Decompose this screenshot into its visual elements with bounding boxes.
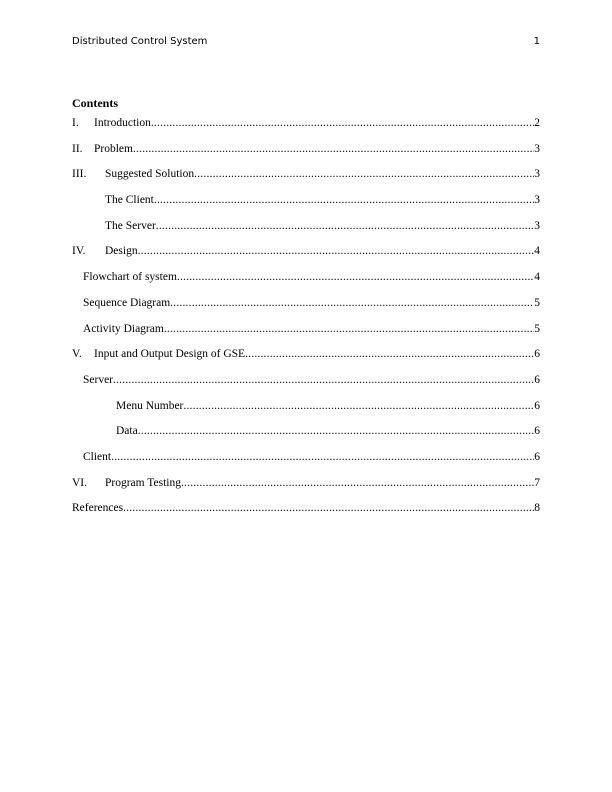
toc-entry-label: Suggested Solution: [105, 168, 195, 181]
toc-entry-the-server[interactable]: [72, 219, 540, 245]
toc-entry-label: Design: [105, 245, 138, 258]
toc-entry-program-testing[interactable]: [72, 476, 540, 502]
toc-entry-number: VI.: [72, 476, 88, 489]
toc-entry-introduction[interactable]: [72, 116, 540, 142]
toc-dot-leader: [111, 450, 534, 464]
toc-dot-leader: [151, 116, 534, 130]
toc-entry-number: I.: [72, 117, 79, 129]
toc-dot-leader: [113, 373, 534, 387]
toc-entry-menu-number[interactable]: [72, 399, 540, 425]
toc-entry-references[interactable]: [72, 501, 540, 527]
toc-entry-the-client[interactable]: [72, 193, 540, 219]
toc-entry-number: IV.: [72, 245, 86, 258]
toc-dot-leader: [138, 424, 535, 438]
toc-entry-label: The Server: [105, 219, 156, 232]
toc-dot-leader: [183, 399, 534, 413]
toc-dot-leader: [154, 193, 534, 207]
toc-entry-page: 6: [534, 425, 540, 438]
toc-dot-leader: [156, 219, 534, 233]
page-header: [72, 36, 540, 50]
toc-dot-leader: [133, 142, 534, 156]
toc-entry-page: 8: [534, 502, 540, 515]
toc-dot-leader: [245, 347, 534, 361]
toc-entry-label: Activity Diagram: [83, 322, 164, 335]
toc-entry-label: Flowchart of system: [83, 271, 177, 284]
toc-entry-page: 3: [534, 142, 540, 155]
toc-dot-leader: [138, 244, 535, 258]
header-page-number: 1: [533, 36, 540, 47]
toc-entry-label: Input and Output Design of GSE: [94, 348, 246, 361]
toc-entry-page: 3: [534, 168, 540, 181]
toc-entry-page: 2: [534, 117, 540, 129]
toc-entry-label: Server: [83, 373, 114, 386]
toc-entry-server[interactable]: [72, 373, 540, 399]
toc-entry-sequence-diagram[interactable]: [72, 296, 540, 322]
toc-dot-leader: [194, 167, 534, 181]
toc-dot-leader: [181, 476, 534, 490]
toc-entry-label: The Client: [105, 194, 154, 207]
toc-entry-label: Sequence Diagram: [83, 296, 171, 309]
toc-entry-page: 4: [534, 245, 540, 258]
toc-entry-label: Problem: [94, 142, 133, 155]
toc-entry-label: Client: [83, 450, 112, 463]
toc-entry-data[interactable]: [72, 424, 540, 450]
toc-entry-label: Introduction: [94, 117, 151, 129]
toc-entry-label: Data: [116, 425, 138, 438]
toc-entry-suggested-solution[interactable]: [72, 167, 540, 193]
toc-entry-page: 3: [534, 194, 540, 207]
table-of-contents: [72, 95, 540, 527]
toc-entry-number: II.: [72, 142, 83, 155]
toc-entry-design[interactable]: [72, 244, 540, 270]
toc-entry-label: Program Testing: [105, 476, 181, 489]
toc-entry-page: 6: [534, 373, 540, 386]
toc-entry-number: V.: [72, 348, 82, 361]
toc-entry-label: References: [72, 502, 124, 515]
toc-entry-input-output-design[interactable]: [72, 347, 540, 373]
toc-dot-leader: [170, 296, 534, 310]
toc-entry-flowchart[interactable]: [72, 270, 540, 296]
toc-entry-page: 4: [534, 271, 540, 284]
toc-heading: Contents: [72, 96, 119, 110]
toc-entry-problem[interactable]: [72, 142, 540, 168]
toc-dot-leader: [164, 322, 534, 336]
toc-entry-number: III.: [72, 168, 87, 181]
toc-dot-leader: [177, 270, 534, 284]
toc-entry-client[interactable]: [72, 450, 540, 476]
toc-entry-page: 5: [534, 322, 540, 335]
toc-entry-page: 6: [534, 450, 540, 463]
toc-entry-page: 3: [534, 219, 540, 232]
toc-entry-activity-diagram[interactable]: [72, 322, 540, 348]
toc-entry-label: Menu Number: [116, 399, 184, 412]
toc-entry-page: 7: [534, 476, 540, 489]
toc-entry-page: 6: [534, 348, 540, 361]
toc-entry-page: 5: [534, 296, 540, 309]
toc-entry-page: 6: [534, 399, 540, 412]
toc-dot-leader: [123, 501, 534, 515]
header-title: Distributed Control System: [72, 36, 208, 47]
